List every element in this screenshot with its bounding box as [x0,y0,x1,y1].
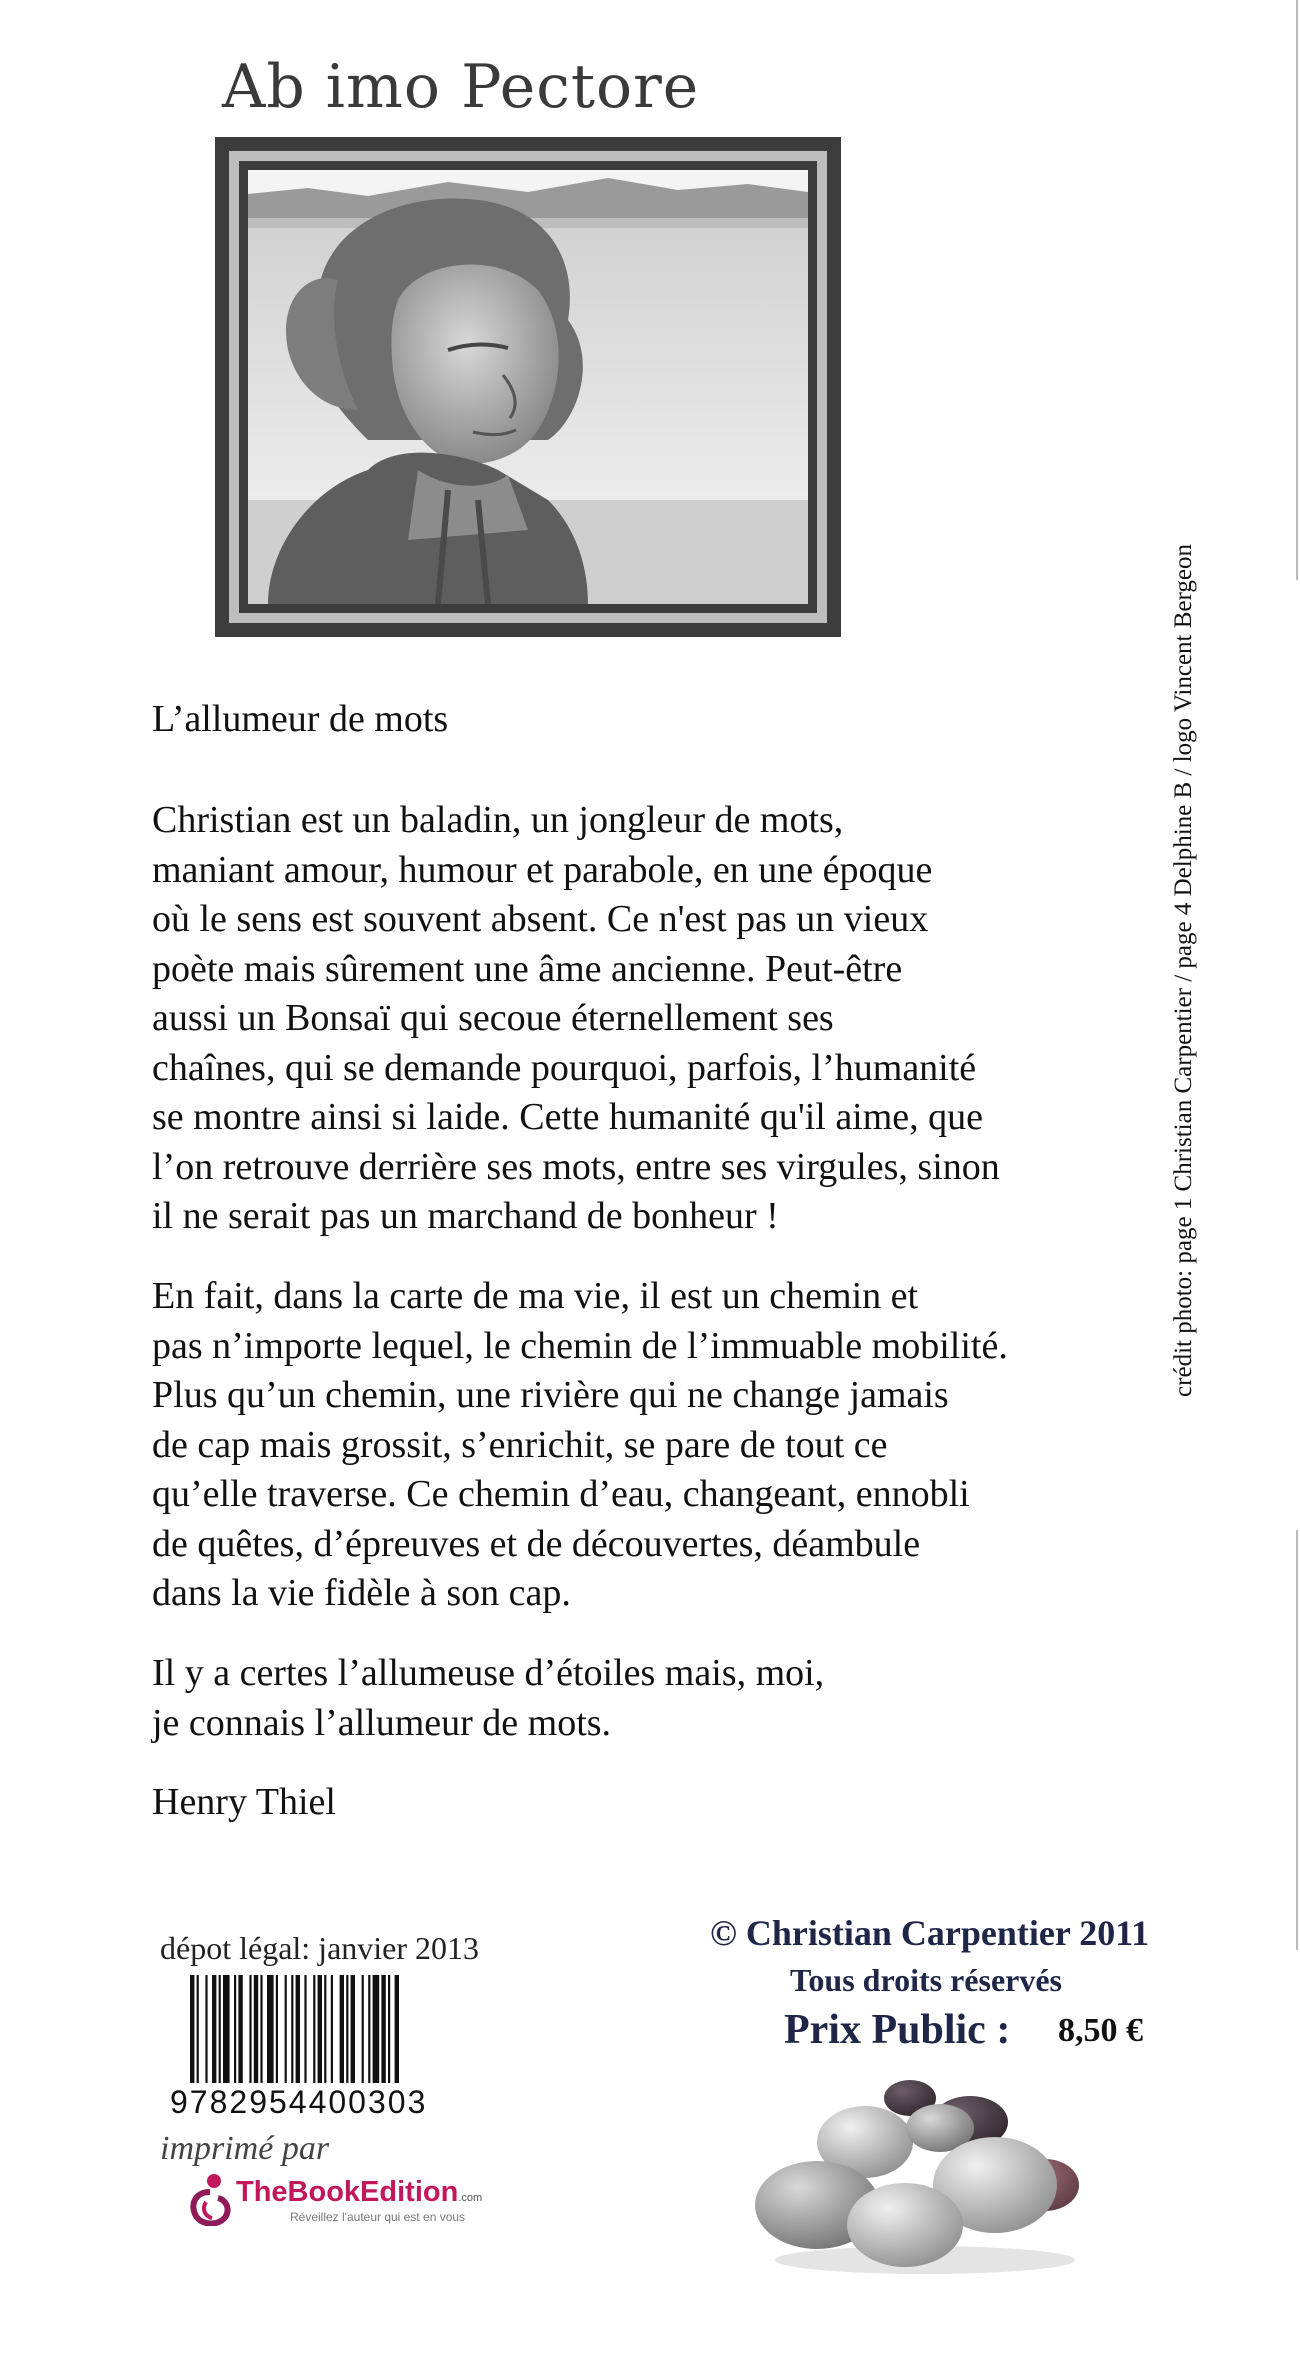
barcode-bar [197,1975,199,2083]
text-line: dans la vie fidèle à son cap. [152,1572,571,1614]
author-photo [248,170,808,604]
barcode-bar [296,1975,300,2083]
text-line: chaînes, qui se demande pourquoi, parfois, l’humanité [152,1046,977,1089]
copyright-notice: © Christian Carpentier 2011 [710,1913,1150,1953]
barcode-bar [346,1975,348,2083]
stones-illustration [745,2070,1095,2280]
paragraph-1 [152,796,1000,1242]
barcode-bar [260,1975,262,2083]
price-label: Prix Public : [784,2007,1011,2053]
barcode-bar [249,1975,251,2083]
text-line: de quêtes, d’épreuves et de découvertes, déambule [152,1522,921,1565]
barcode-bar [234,1975,236,2083]
text-line: En fait, dans la carte de ma vie, il est un chemin et [152,1275,919,1317]
barcode-bar [388,1975,390,2083]
barcode [190,1975,460,2083]
rights-reserved: Tous droits réservés [790,1962,1062,1998]
printer-name [236,2176,482,2209]
barcode-bar [351,1975,355,2083]
text-line: qu’elle traverse. Ce chemin d’eau, changeant, ennobli [152,1473,970,1515]
legal-deposit: dépot légal: janvier 2013 [160,1930,480,1966]
barcode-bar [313,1975,315,2083]
text-line: poète mais sûrement une âme ancienne. Peut-être [152,947,903,990]
author-photo-illustration [248,170,808,604]
barcode-bar [373,1975,380,2083]
printer-logo [188,2172,488,2228]
text-line: Il y a certes l’allumeuse d’étoiles mais, moi, [152,1652,825,1694]
barcode-bar [381,1975,385,2083]
section-heading: L’allumeur de mots [152,698,449,740]
barcode-bar [285,1975,287,2083]
barcode-bar [395,1975,399,2083]
barcode-bar [318,1975,322,2083]
barcode-bar [223,1975,230,2083]
text-line: Plus qu’un chemin, une rivière qui ne change jamais [152,1374,949,1416]
printer-logo-icon [188,2172,232,2226]
text-line: l’on retrouve derrière ses mots, entre ses virgules, sinon [152,1145,1000,1188]
price-value: 8,50 € [1058,2012,1143,2049]
paragraph-2 [152,1272,1008,1619]
photo-credit: crédit photo: page 1 Christian Carpentier / page 4 Delphine B / logo Vincent Bergeon [1170,544,1197,1397]
photo-mat [229,151,827,623]
barcode-bar [368,1975,370,2083]
printed-by-label: imprimé par [160,2130,330,2167]
text-line: où le sens est souvent absent. Ce n'est pas un vieux [152,898,929,940]
paragraph-3 [152,1649,824,1748]
page-edge-mark [1296,1530,1298,1950]
barcode-bar [267,1975,274,2083]
barcode-bar [291,1975,293,2083]
barcode-bar [340,1975,344,2083]
barcode-bar [205,1975,207,2083]
text-line: pas n’importe lequel, le chemin de l’immuable mobilité. [152,1324,1008,1367]
text-line: se montre ainsi si laide. Cette humanité qu'il aime, que [152,1096,984,1138]
barcode-bar [212,1975,216,2083]
photo-inner-border [239,161,817,613]
barcode-bar [276,1975,278,2083]
photo-frame [215,137,841,637]
printer-name-text: TheBookEdition [236,2176,459,2208]
page-edge-mark [1296,0,1298,580]
text-line: Christian est un baladin, un jongleur de mots, [152,799,844,841]
isbn-number: 9782954400303 [170,2084,428,2120]
barcode-bar [254,1975,258,2083]
barcode-bar [304,1975,306,2083]
text-line: maniant amour, humour et parabole, en une époque [152,848,933,891]
text-line: il ne serait pas un marchand de bonheur ! [152,1195,779,1237]
barcode-bar [324,1975,326,2083]
barcode-bar [219,1975,221,2083]
signature: Henry Thiel [152,1781,336,1823]
barcode-bar [331,1975,333,2083]
barcode-bar [190,1975,194,2083]
printer-tagline: Réveillez l'auteur qui est en vous [290,2210,466,2224]
barcode-bar [362,1975,364,2083]
book-title: Ab imo Pectore [222,52,700,122]
text-line: aussi un Bonsaï qui secoue éternellement ses [152,997,834,1039]
printer-domain-suffix: .com [458,2192,483,2204]
text-line: de cap mais grossit, s’enrichit, se pare de tout ce [152,1423,888,1466]
text-line: je connais l’allumeur de mots. [152,1701,612,1744]
barcode-bar [238,1975,242,2083]
